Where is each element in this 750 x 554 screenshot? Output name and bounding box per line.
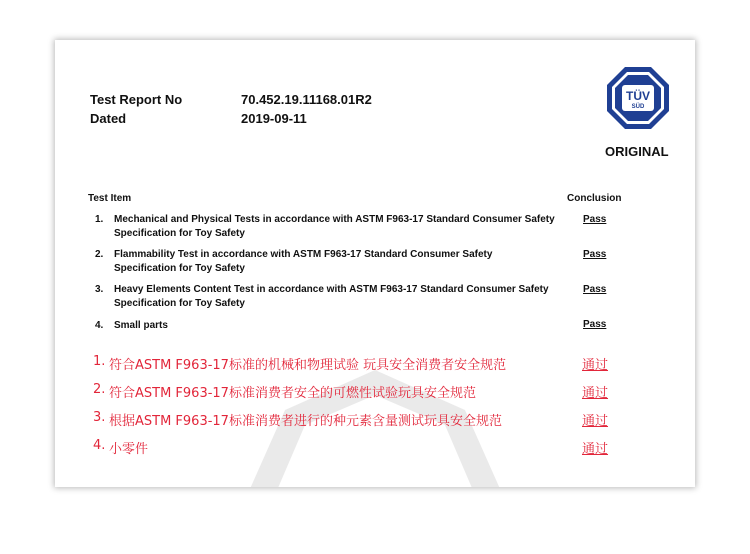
- test-item-1-result: Pass: [583, 214, 607, 225]
- report-no-value: 70.452.19.11168.01R2: [241, 92, 372, 107]
- translation-number: 3.: [93, 410, 106, 425]
- dated-value: 2019-09-11: [241, 111, 307, 126]
- translation-item-1: [93, 354, 506, 373]
- logo-text-bottom: SÜD: [631, 104, 645, 110]
- translation-text: 根据ASTM F963-17标准消费者进行的种元素含量测试玩具安全规范: [109, 414, 502, 429]
- translation-item-4: [93, 438, 148, 457]
- translation-item-1-result: 通过: [582, 358, 609, 373]
- logo-text-top: TÜV: [626, 89, 650, 103]
- translation-item-3-result: 通过: [582, 414, 609, 429]
- translation-number: 1.: [93, 354, 106, 369]
- test-item-2-result: Pass: [583, 249, 607, 260]
- dated-label: Dated: [90, 111, 127, 126]
- test-item-4-result: Pass: [583, 319, 607, 330]
- test-item-3: [95, 283, 565, 311]
- test-item-number: 1.: [95, 214, 104, 225]
- test-item-1: [95, 213, 555, 241]
- test-item-text: Mechanical and Physical Tests in accordance with ASTM F963-17 Standard Consumer Safety Specification for Toy Safety: [114, 214, 555, 239]
- test-item-text: Flammability Test in accordance with ASTM F963-17 Standard Consumer Safety Specification for Toy Safety: [114, 249, 493, 274]
- test-item-4: [95, 319, 555, 333]
- translation-number: 4.: [93, 438, 106, 453]
- test-item-text: Heavy Elements Content Test in accordance with ASTM F963-17 Standard Consumer Safety Specification for Toy Safety: [114, 284, 549, 309]
- tuv-sud-logo: [606, 66, 670, 130]
- test-item-header: Test Item: [88, 193, 132, 204]
- translation-item-4-result: 通过: [582, 442, 609, 457]
- report-no-label: Test Report No: [90, 92, 183, 107]
- tuv-sud-logo-icon: [606, 66, 670, 130]
- report-page: [55, 40, 695, 487]
- translation-item-3: [93, 410, 502, 429]
- translation-item-2-result: 通过: [582, 386, 609, 401]
- test-item-2: [95, 248, 555, 276]
- test-item-number: 3.: [95, 284, 104, 295]
- translation-number: 2.: [93, 382, 106, 397]
- translation-text: 符合ASTM F963-17标准消费者安全的可燃性试验玩具安全规范: [109, 386, 476, 401]
- conclusion-header: Conclusion: [567, 193, 622, 204]
- original-stamp: ORIGINAL: [605, 144, 669, 159]
- translation-item-2: [93, 382, 476, 401]
- test-item-number: 4.: [95, 320, 104, 331]
- test-item-number: 2.: [95, 249, 104, 260]
- test-item-text: Small parts: [114, 320, 168, 331]
- test-item-3-result: Pass: [583, 284, 607, 295]
- translation-text: 小零件: [109, 442, 149, 457]
- translation-text: 符合ASTM F963-17标准的机械和物理试验 玩具安全消费者安全规范: [109, 358, 507, 373]
